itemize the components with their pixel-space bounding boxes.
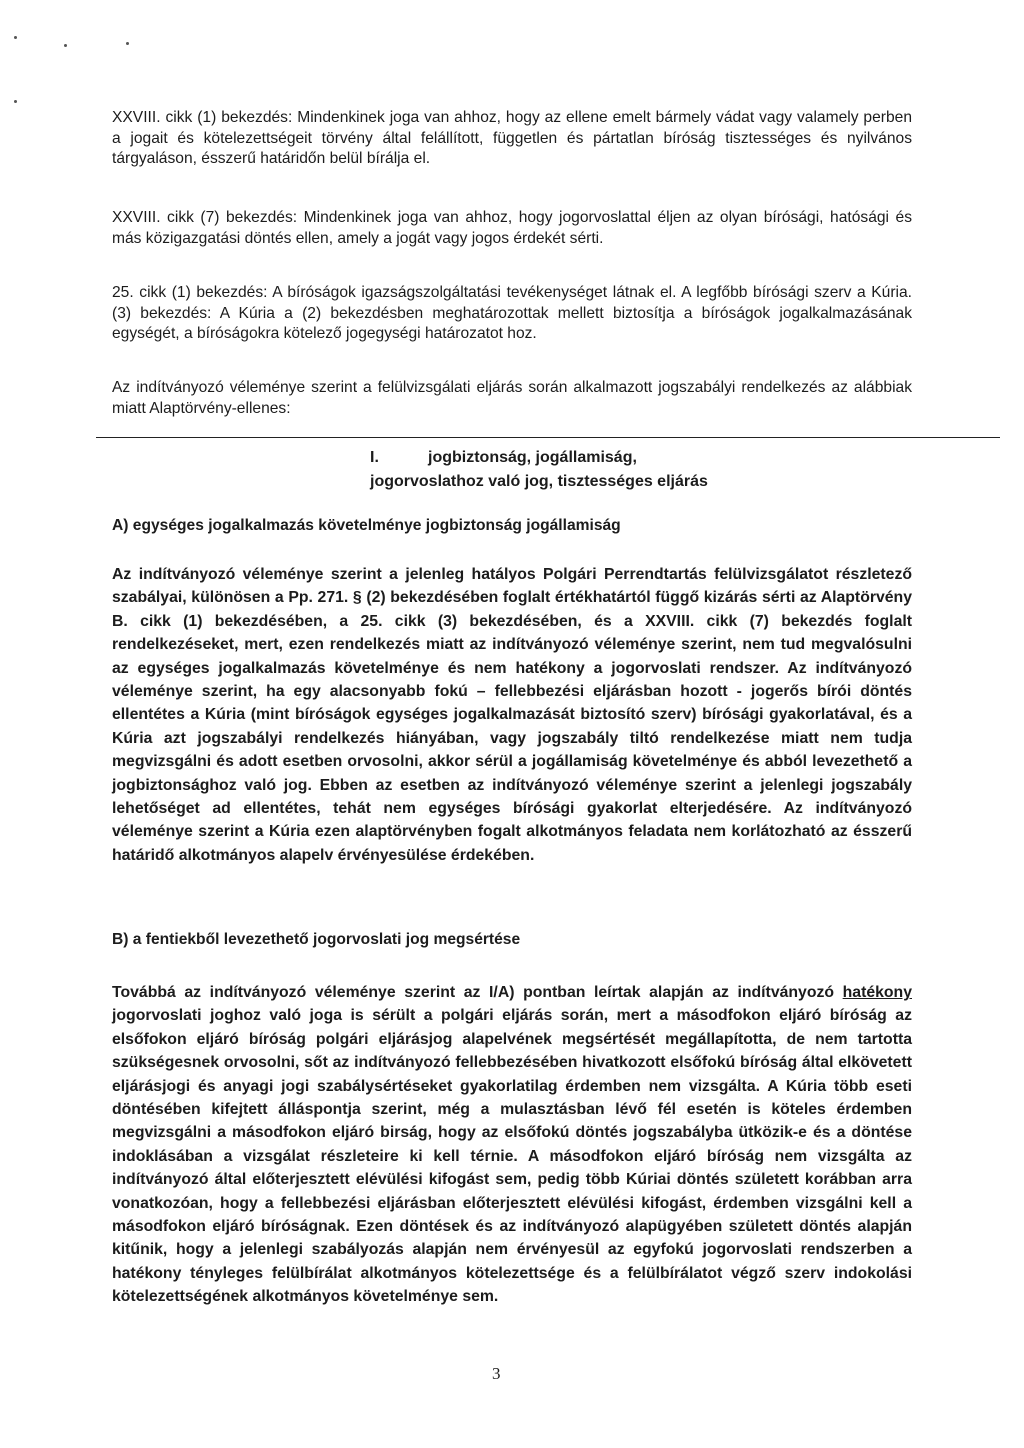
subsection-b-body [112, 981, 912, 1309]
scan-speck [14, 36, 17, 39]
page-number: 3 [492, 1364, 501, 1383]
horizontal-divider [96, 437, 1000, 438]
subsection-b-body-start: Továbbá az indítványozó véleménye szerint az I/A) pontban leírtak alapján az indítványozó [112, 984, 843, 1001]
subsection-b-body-rest: ogorvoslati joghoz való joga is sérült a polgári eljárás során, mert a másodfokon eljáró bíróság az elsőfokon eljáró bíróság polgári eljárásjog alapelvének megsértését megállapította, de nem tartotta szükségesnek orvosolni, sőt az indítványozó fellebbezésében hivatkozott elsőfokú bíróság által elkövetett eljárásjogi és anyagi jogi szabálysértéseket gyakorlatilag érdemben nem vizsgálta. A Kúria több eseti döntésében kifejtett álláspontja szerint, még a mulasztásban lévő fél esetén is köteles érdemben megvizsgálni a másodfokon eljáró birság, hogy az elsőfokú döntés jogszabályba ütközik-e és a döntése indoklásában a vizsgálat részleteire ki kell térnie. A másodfokon eljáró bíróság nem vizsgálta az indítványozó által előterjesztett elévülési kifogást sem, pedig több Kúriai döntés született korábban arra vonatkozóan, hogy a fellebbezési eljárásban előterjesztett elévülési kifogást, érdemben vizsgálni kell a másodfokon eljáró bíróságnak. Ezen döntések és az indítványozó alapügyében született döntés alapján kitűnik, hogy a jelenlegi szabályozás alapján nem érvényesül az egyfokú jogorvoslati rendszerben a hatékony tényleges felülbírálat alkotmányos kötelezettsége és a felülbírálatot végző szerv indokolási kötelezettségének alkotmányos követelménye sem. [112, 1007, 912, 1306]
section-title [370, 446, 790, 494]
paragraph-xxviii-7: XXVIII. cikk (7) bekezdés: Mindenkinek joga van ahhoz, hogy jogorvoslattal éljen az olyan bírósági, hatósági és más közigazgatási döntés ellen, amely a jogát vagy jogos érdekét sérti. [112, 209, 912, 247]
section-number: I. [370, 449, 379, 466]
paragraph-25-cikk: 25. cikk (1) bekezdés: A bíróságok igazságszolgáltatási tevékenységet látnak el. A legfőbb bírósági szerv a Kúria. (3) bekezdés: A Kúria a (2) bekezdésben meghatározottak mellett biztosítja a bíróságok jogalkalmazásának egységét, a bíróságokra kötelező jogegységi határozatot hoz. [112, 284, 912, 343]
scan-speck [64, 44, 67, 47]
paragraph-intro: Az indítványozó véleménye szerint a felülvizsgálati eljárás során alkalmazott jogszabályi rendelkezés az alábbiak miatt Alaptörvény-ellenes: [112, 379, 912, 417]
subsection-b-heading: B) a fentiekből levezethető jogorvoslati jog megsértése [112, 931, 521, 948]
scan-speck [14, 100, 17, 103]
section-title-line2: jogorvoslathoz való jog, tisztességes eljárás [370, 473, 708, 490]
scan-speck [126, 42, 129, 45]
subsection-a-body: Az indítványozó véleménye szerint a jelenleg hatályos Polgári Perrendtartás felülvizsgálatot részletező szabályai, különösen a Pp. 271. § (2) bekezdésében foglalt értékhatártól függő kizárás sérti az Alaptörvény B. cikk (1) bekezdésében, a 25. cikk (3) bekezdésében, és a XXVIII. cikk (7) bekezdés foglalt rendelkezéseket, mert, ezen rendelkezés miatt az indítványozó véleménye szerint, nem tud megvalósulni az egységes jogalkalmazás követelménye és nem hatékony a jogorvoslati rendszer. Az indítványozó véleménye szerint, ha egy alacsonyabb fokú – fellebbezési eljárásban hozott - jogerős bírói döntés ellentétes a Kúria (mint bíróságok egységes jogalkalmazását biztosító szerv) bírósági gyakorlatával, és a Kúria azt jogszabályi rendelkezés hiányában, vagy jogszabály tiltó rendelkezése miatt nem tudja megvizsgálni és adott esetben orvosolni, akkor sérül a jogállamiság követelménye és abból levezethető a jogbiztonsághoz való jog. Ebben az esetben az indítványozó véleménye szerint a jelenlegi jogszabály lehetőséget ad ellentétes, tehát nem egységes bírósági gyakorlat elterjedésére. Az indítványozó véleménye szerint a Kúria ezen alaptörvényben fogalt alkotmányos feladata nem korlátozható az ésszerű határidő alkotmányos alapelv érvényesülése érdekében. [112, 566, 912, 864]
underlined-text: hatékony j [112, 984, 912, 1025]
paragraph-xxviii-1: XXVIII. cikk (1) bekezdés: Mindenkinek joga van ahhoz, hogy az ellene emelt bármely vádat vagy valamely perben a jogait és kötelezettségeit törvény által felállított, független és pártatlan bíróság tisztességes és nyilvános tárgyaláson, ésszerű határidőn belül bírálja el. [112, 109, 912, 168]
subsection-a-heading: A) egységes jogalkalmazás követelménye jogbiztonság jogállamiság [112, 517, 621, 534]
section-title-line1: jogbiztonság, jogállamiság, [428, 449, 637, 466]
